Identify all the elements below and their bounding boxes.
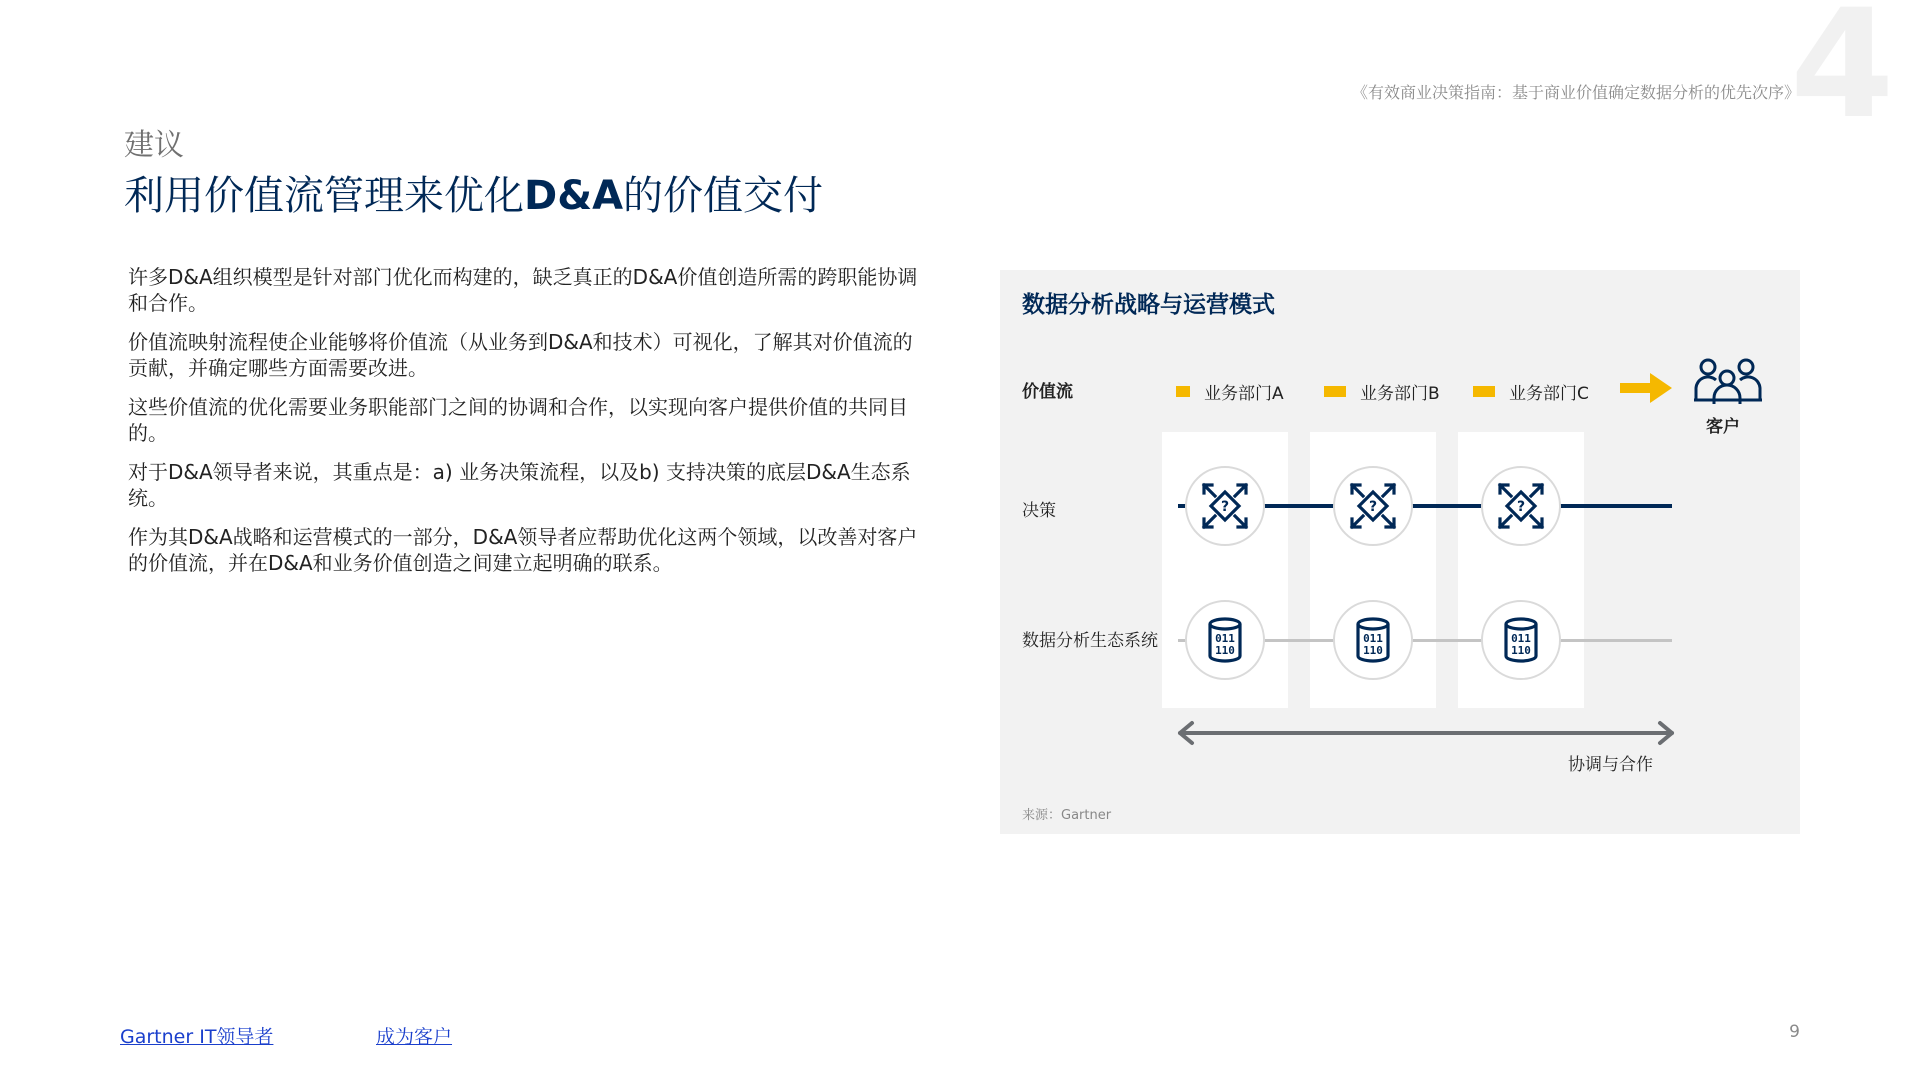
legend-label: 业务部门A [1204,384,1284,404]
paragraph: 价值流映射流程使企业能够将价值流（从业务到D&A和技术）可视化，了解其对价值流的贡献，并确定哪些方面需要改进。 [128,330,913,380]
legend-department-b [1324,379,1440,404]
section-label: 建议 [124,128,184,163]
diagram-title: 数据分析战略与运营模式 [1022,292,1275,318]
title-part-3: 的价值交付 [623,173,824,219]
legend-swatch [1324,386,1346,397]
paragraph: 作为其D&A战略和运营模式的一部分，D&A领导者应帮助优化这两个领域，以改善对客户的价值流，并在D&A和业务价值创造之间建立起明确的联系。 [128,525,918,575]
row-label-decision: 决策 [1022,501,1056,521]
legend-department-a [1176,379,1284,404]
data-database-icon [1496,615,1546,665]
svg-text:?: ? [1220,499,1230,515]
source-label: 来源：Gartner [1022,808,1112,823]
svg-text:110: 110 [1215,644,1235,657]
customer-group-icon [1692,356,1764,406]
paragraph: 这些价值流的优化需要业务职能部门之间的协调和合作，以实现向客户提供价值的共同目的。 [128,395,908,445]
footer-link-become-client[interactable]: 成为客户 [376,1026,453,1048]
chapter-number: 4 [1790,0,1895,152]
arrow-right-icon [1620,371,1672,405]
legend-swatch [1473,386,1495,397]
svg-text:011: 011 [1215,632,1235,645]
legend-label: 业务部门C [1509,384,1589,404]
data-database-icon [1348,615,1398,665]
paragraph: 对于D&A领导者来说，其重点是：a) 业务决策流程，以及b) 支持决策的底层D&A生态系统。 [128,460,911,510]
ecosystem-node [1481,600,1561,680]
svg-text:?: ? [1368,499,1378,515]
svg-text:?: ? [1516,499,1526,515]
collaboration-label: 协调与合作 [1568,755,1653,775]
svg-text:110: 110 [1363,644,1383,657]
decision-question-icon [1348,481,1398,531]
legend-swatch [1176,386,1190,397]
title-part-1: 利用价值流管理来优化 [124,173,524,219]
row-label-value-stream: 价值流 [1022,382,1073,402]
footer-link-gartner-it-leaders[interactable]: Gartner IT领导者 [120,1026,274,1048]
svg-text:011: 011 [1363,632,1383,645]
ecosystem-node [1333,600,1413,680]
legend-department-c [1473,379,1589,404]
double-arrow-icon [1176,718,1676,748]
title-part-2: D&A [524,173,624,219]
diagram-panel [1000,270,1800,834]
header-document-title: 《有效商业决策指南：基于商业价值确定数据分析的优先次序》 [1351,83,1800,102]
row-label-ecosystem: 数据分析生态系统 [1022,631,1158,651]
decision-node [1185,466,1265,546]
decision-question-icon [1200,481,1250,531]
data-database-icon [1200,615,1250,665]
decision-question-icon [1496,481,1546,531]
page-number: 9 [1789,1022,1800,1042]
decision-node [1481,466,1561,546]
ecosystem-node [1185,600,1265,680]
customer-label: 客户 [1706,417,1740,437]
paragraph: 许多D&A组织模型是针对部门优化而构建的，缺乏真正的D&A价值创造所需的跨职能协调和合作。 [128,265,918,315]
svg-text:110: 110 [1511,644,1531,657]
svg-text:011: 011 [1511,632,1531,645]
decision-node [1333,466,1413,546]
legend-label: 业务部门B [1360,384,1440,404]
page-title [124,164,823,221]
body-text [128,264,928,589]
